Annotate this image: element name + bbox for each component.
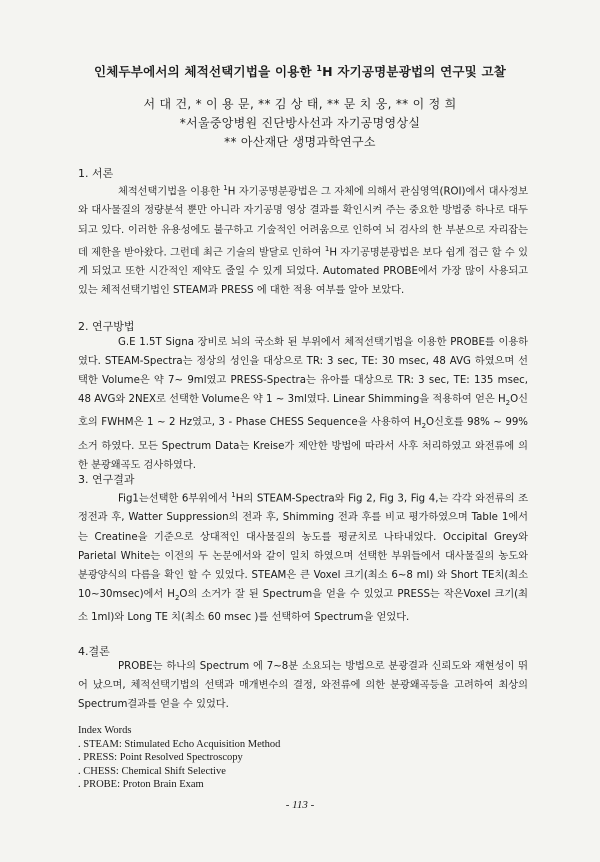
index-word-item: . PRESS: Point Resolved Spectroscopy	[78, 752, 243, 764]
author-block	[0, 95, 600, 152]
paragraph-methods: G.E 1.5T Signa 장비로 뇌의 국소화 된 부위에서 체적선택기법을 이용한 PROBE를 이용하였다. STEAM-Spectra는 정상의 성인을 대상으로 TR: 3 sec, TE: 30 msec, 48 AVG 하였으며 선택한 Volume은 약 7~ 9ml였고 PRESS-Spectra는 유아를 대상으로 TR: 3 sec, TE: 135 msec, 48 AVG와 2NEX로 선택한 Volume은 약 1 ~ 3ml였다. Linear Shimming을 적용하여 얻은 $H_2O$신호의 FWHM은 1 ~ 2 Hz였고, 3 - Phase CHESS Sequence을 사용하여 $H_2O$신호를 98% ~ 99% 소거 하였다. 모든 Spectrum Data는 Kreise가 제안한 방법에 따라서 사후 처리하였고 와전류에 의한 분광왜곡도 검사하였다.	[78, 337, 528, 471]
section-heading-introduction: 1. 서론	[78, 167, 114, 180]
index-word-item: . STEAM: Stimulated Echo Acquisition Method	[78, 738, 281, 750]
affiliation-primary: *서울중앙병원 진단방사선과 자기공명영상실	[179, 116, 421, 130]
index-word-item: . CHESS: Chemical Shift Selective	[78, 765, 226, 777]
section-heading-methods: 2. 연구방법	[78, 320, 135, 333]
section-heading-results: 3. 연구결과	[78, 473, 135, 486]
affiliation-secondary: ** 아산재단 생명과학연구소	[224, 135, 376, 149]
page-number: - 113 -	[285, 799, 315, 811]
index-words-heading: Index Words	[78, 725, 132, 736]
paragraph-conclusion: PROBE는 하나의 Spectrum 에 7~8분 소요되는 방법으로 분광결과 신뢰도와 재현성이 뛰어 났으며, 체적선택기법의 선택과 매개변수의 결정, 와전류에 의한 분광왜곡등을 고려하여 최상의 Spectrum결과를 얻을 수 있었다.	[78, 661, 528, 711]
paragraph-introduction: 체적선택기법을 이용한 $^1$H 자기공명분광법은 그 자체에 의해서 관심영역(ROI)에서 대사정보와 대사물질의 정량분석 뿐만 아니라 자기공명 영상 결과를 확인시켜 주는 중요한 방법중 하나로 대두되고 있다. 이러한 유용성에도 불구하고 기술적인 어려움으로 인하여 뇌 검사의 한 부분으로 자리잡는데 제한을 받아왔다. 그런데 최근 기술의 발달로 인하여 $^1$H 자기공명분광법은 보다 쉽게 접근 할 수 있게 되었고 또한 시간적인 제약도 줄일 수 있게 되었다. Automated PROBE에서 가장 많이 사용되고 있는 체적선택기법인 STEAM과 PRESS 에 대한 적용 여부를 알아 보았다.	[78, 184, 529, 297]
paragraph-results: Fig1는선택한 6부위에서 $^1$H의 STEAM-Spectra와 Fig 2, Fig 3, Fig 4,는 각각 와전류의 조정전과 후, Watter Suppression의 전과 후, Shimming 전과 후를 비교 평가하였으며 Table 1에서는 Creatine을 기준으로 상대적인 대사물질의 농도를 평균치로 나타내었다. Occipital Grey와 Parietal White는 이전의 두 논문에서와 같이 일치 하였으며 선택한 부위들에서 대사물질의 농도와 분광양식의 다름을 확인 할 수 있었다. STEAM은 큰 Voxel 크기(최소 6~8 ml) 와 Short TE치(최소10~30msec)에서 $H_2O$의 소거가 잘 된 Spectrum을 얻을 수 있었고 PRESS는 작은Voxel 크기(최소 1ml)와 Long TE 치(최소 60 msec )를 선택하여 Spectrum을 얻었다.	[78, 491, 528, 623]
author-list: 서 대 건, * 이 용 문, ** 김 상 태, ** 문 치 웅, ** 이 정 희	[143, 97, 457, 111]
section-heading-conclusion: 4.결론	[78, 645, 110, 658]
index-words	[78, 724, 528, 792]
paper-title: 인체두부에서의 체적선택기법을 이용한 $^1$H 자기공명분광법의 연구및 고찰	[93, 63, 507, 79]
index-word-item: . PROBE: Proton Brain Exam	[78, 779, 204, 791]
